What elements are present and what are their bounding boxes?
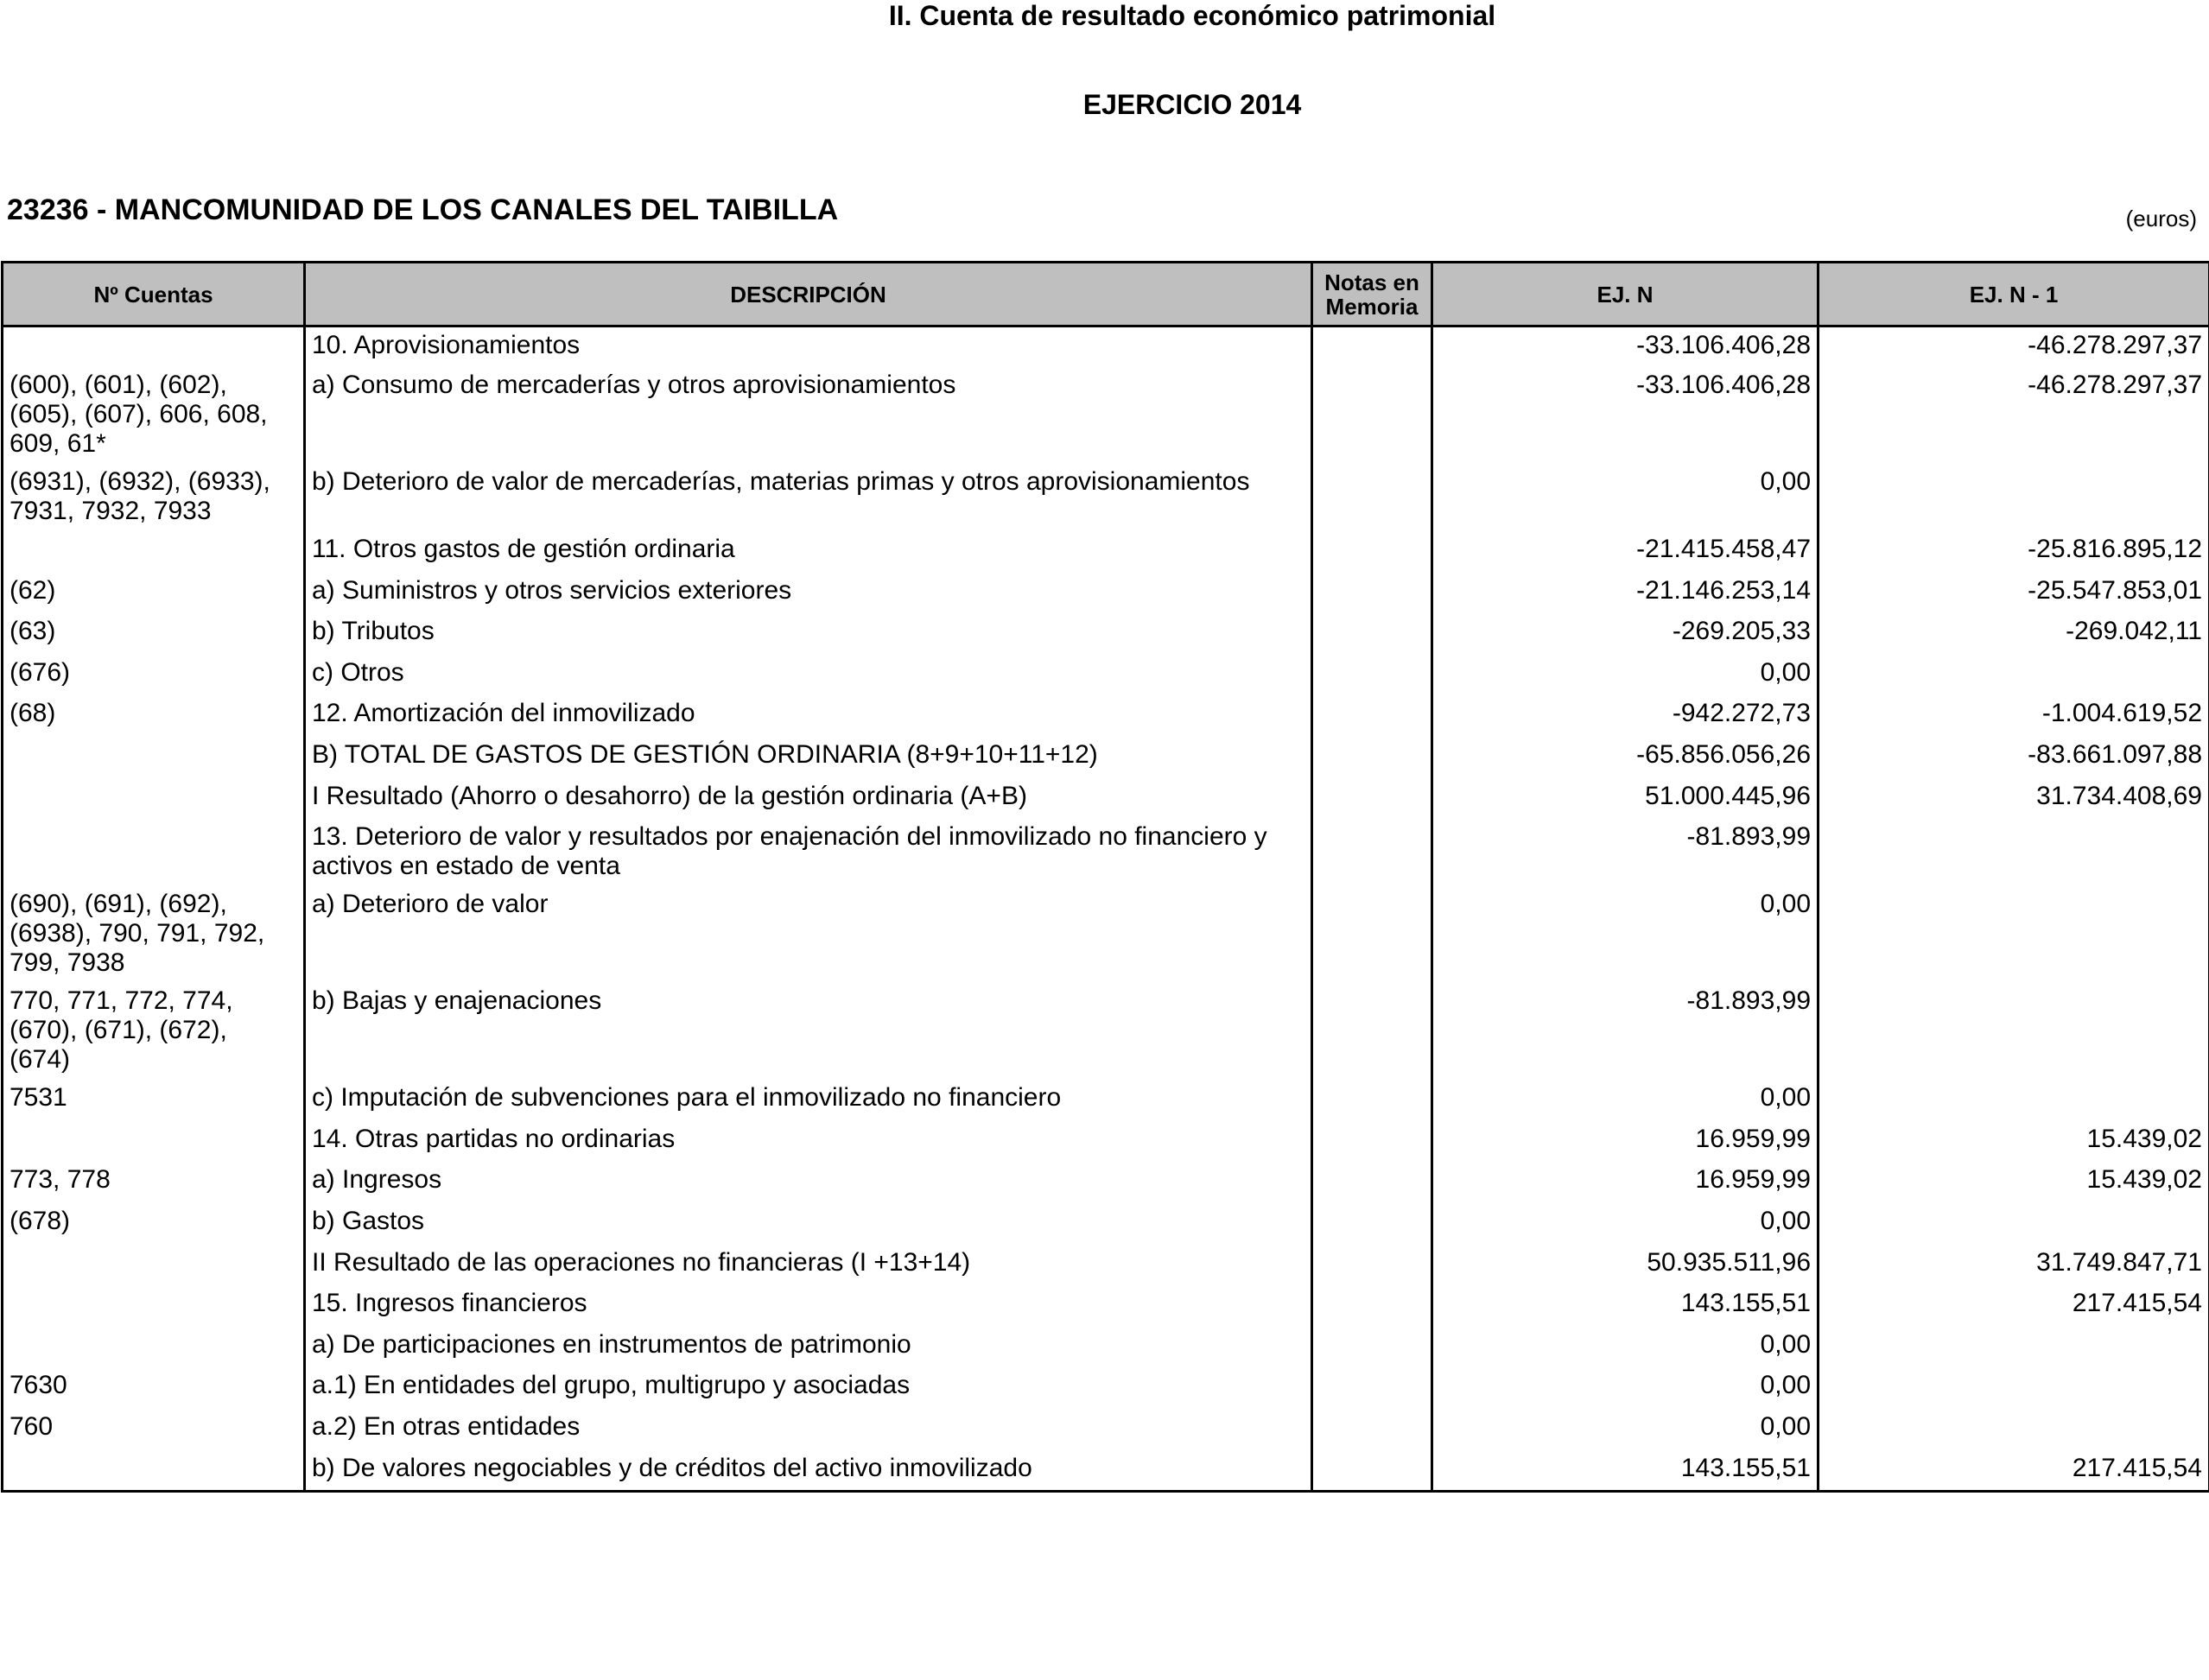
prior-year-amount: -46.278.297,37 [1819, 367, 2209, 464]
notes-cell [1312, 778, 1432, 820]
table-row [3, 886, 2209, 983]
table-row [3, 1285, 2209, 1327]
prior-year-amount: -25.816.895,12 [1819, 531, 2209, 573]
table-row [3, 1080, 2209, 1121]
description-cell: 10. Aprovisionamientos [305, 326, 1312, 368]
account-codes-cell [3, 531, 305, 573]
description-cell: I Resultado (Ahorro o desahorro) de la gestión ordinaria (A+B) [305, 778, 1312, 820]
account-codes-cell: 773, 778 [3, 1162, 305, 1203]
notes-cell [1312, 1327, 1432, 1368]
description-cell: II Resultado de las operaciones no financieras (I +13+14) [305, 1245, 1312, 1286]
prior-year-amount: -83.661.097,88 [1819, 737, 2209, 778]
description-cell: b) Gastos [305, 1203, 1312, 1245]
notes-cell [1312, 1203, 1432, 1245]
notes-cell [1312, 737, 1432, 778]
account-codes-cell: 7531 [3, 1080, 305, 1121]
table-row [3, 531, 2209, 573]
account-codes-cell [3, 326, 305, 368]
current-year-amount: 0,00 [1432, 1409, 1819, 1450]
account-codes-cell: 7630 [3, 1367, 305, 1409]
table-row [3, 1450, 2209, 1492]
current-year-amount: -65.856.056,26 [1432, 737, 1819, 778]
notes-cell [1312, 1285, 1432, 1327]
current-year-amount: 0,00 [1432, 464, 1819, 531]
notes-cell [1312, 1121, 1432, 1163]
prior-year-amount [1819, 1080, 2209, 1121]
fiscal-year-heading: EJERCICIO 2014 [1082, 89, 1302, 120]
table-row [3, 613, 2209, 655]
account-codes-cell [3, 737, 305, 778]
account-codes-cell: (62) [3, 573, 305, 614]
current-year-amount: -81.893,99 [1432, 983, 1819, 1080]
current-year-amount: -33.106.406,28 [1432, 367, 1819, 464]
prior-year-amount: 31.734.408,69 [1819, 778, 2209, 820]
current-year-amount: -21.415.458,47 [1432, 531, 1819, 573]
description-cell: c) Imputación de subvenciones para el inmovilizado no financiero [305, 1080, 1312, 1121]
table-row [3, 367, 2209, 464]
prior-year-amount [1819, 1327, 2209, 1368]
current-year-amount: 143.155,51 [1432, 1450, 1819, 1492]
prior-year-amount: 31.749.847,71 [1819, 1245, 2209, 1286]
account-codes-cell [3, 1450, 305, 1492]
prior-year-amount: -46.278.297,37 [1819, 326, 2209, 368]
prior-year-amount [1819, 1203, 2209, 1245]
current-year-amount: 143.155,51 [1432, 1285, 1819, 1327]
table-row [3, 1121, 2209, 1163]
table-row [3, 655, 2209, 696]
prior-year-amount [1819, 1367, 2209, 1409]
notes-cell [1312, 367, 1432, 464]
table-row [3, 695, 2209, 737]
prior-year-amount: 217.415,54 [1819, 1450, 2209, 1492]
entity-name: 23236 - MANCOMUNIDAD DE LOS CANALES DEL TAIBILLA [7, 193, 839, 226]
account-codes-cell [3, 778, 305, 820]
current-year-amount: -942.272,73 [1432, 695, 1819, 737]
account-codes-cell: (678) [3, 1203, 305, 1245]
description-cell: a) Consumo de mercaderías y otros aprovisionamientos [305, 367, 1312, 464]
prior-year-amount: 15.439,02 [1819, 1121, 2209, 1163]
table-header-row [3, 263, 2209, 326]
currency-units: (euros) [2125, 206, 2197, 231]
prior-year-amount [1819, 1409, 2209, 1450]
prior-year-amount [1819, 983, 2209, 1080]
prior-year-amount [1819, 655, 2209, 696]
notes-cell [1312, 655, 1432, 696]
table-row [3, 1203, 2209, 1245]
notes-cell [1312, 464, 1432, 531]
table-row [3, 1245, 2209, 1286]
prior-year-amount [1819, 886, 2209, 983]
column-header-accounts: Nº Cuentas [3, 263, 305, 326]
current-year-amount: -33.106.406,28 [1432, 326, 1819, 368]
notes-cell [1312, 326, 1432, 368]
notes-cell [1312, 1409, 1432, 1450]
column-header-notes: Notas en Memoria [1312, 263, 1432, 326]
description-cell: a) Suministros y otros servicios exteriores [305, 573, 1312, 614]
current-year-amount: 51.000.445,96 [1432, 778, 1819, 820]
notes-cell [1312, 1367, 1432, 1409]
income-statement-table [1, 261, 2209, 1493]
description-cell: c) Otros [305, 655, 1312, 696]
current-year-amount: -81.893,99 [1432, 819, 1819, 886]
description-cell: 12. Amortización del inmovilizado [305, 695, 1312, 737]
table-row [3, 326, 2209, 368]
description-cell: a) Deterioro de valor [305, 886, 1312, 983]
notes-cell [1312, 1245, 1432, 1286]
current-year-amount: 0,00 [1432, 1327, 1819, 1368]
table-row [3, 1409, 2209, 1450]
prior-year-amount: 15.439,02 [1819, 1162, 2209, 1203]
current-year-amount: 0,00 [1432, 655, 1819, 696]
description-cell: 13. Deterioro de valor y resultados por enajenación del inmovilizado no financiero y activos en estado de venta [305, 819, 1312, 886]
table-row [3, 1327, 2209, 1368]
current-year-amount: 50.935.511,96 [1432, 1245, 1819, 1286]
account-codes-cell: 760 [3, 1409, 305, 1450]
column-header-description: DESCRIPCIÓN [305, 263, 1312, 326]
account-codes-cell: (63) [3, 613, 305, 655]
prior-year-amount: 217.415,54 [1819, 1285, 2209, 1327]
prior-year-amount: -269.042,11 [1819, 613, 2209, 655]
current-year-amount: 0,00 [1432, 886, 1819, 983]
notes-cell [1312, 1080, 1432, 1121]
notes-cell [1312, 1162, 1432, 1203]
prior-year-amount [1819, 819, 2209, 886]
table-row [3, 983, 2209, 1080]
account-codes-cell [3, 1245, 305, 1286]
description-cell: b) De valores negociables y de créditos del activo inmovilizado [305, 1450, 1312, 1492]
table-row [3, 464, 2209, 531]
account-codes-cell: (690), (691), (692), (6938), 790, 791, 792, 799, 7938 [3, 886, 305, 983]
current-year-amount: -269.205,33 [1432, 613, 1819, 655]
notes-cell [1312, 819, 1432, 886]
account-codes-cell: (6931), (6932), (6933), 7931, 7932, 7933 [3, 464, 305, 531]
account-codes-cell: (600), (601), (602), (605), (607), 606, 608, 609, 61* [3, 367, 305, 464]
prior-year-amount: -1.004.619,52 [1819, 695, 2209, 737]
column-header-current-year: EJ. N [1432, 263, 1819, 326]
description-cell: a.1) En entidades del grupo, multigrupo y asociadas [305, 1367, 1312, 1409]
description-cell: 15. Ingresos financieros [305, 1285, 1312, 1327]
notes-cell [1312, 1450, 1432, 1492]
table-row [3, 573, 2209, 614]
prior-year-amount [1819, 464, 2209, 531]
account-codes-cell: (68) [3, 695, 305, 737]
account-codes-cell [3, 1327, 305, 1368]
notes-cell [1312, 695, 1432, 737]
description-cell: 11. Otros gastos de gestión ordinaria [305, 531, 1312, 573]
description-cell: a.2) En otras entidades [305, 1409, 1312, 1450]
table-row [3, 778, 2209, 820]
table-row [3, 737, 2209, 778]
account-codes-cell: 770, 771, 772, 774, (670), (671), (672), (674) [3, 983, 305, 1080]
description-cell: b) Deterioro de valor de mercaderías, materias primas y otros aprovisionamientos [305, 464, 1312, 531]
description-cell: b) Bajas y enajenaciones [305, 983, 1312, 1080]
current-year-amount: 0,00 [1432, 1203, 1819, 1245]
account-codes-cell [3, 1121, 305, 1163]
current-year-amount: 16.959,99 [1432, 1162, 1819, 1203]
notes-cell [1312, 886, 1432, 983]
table-row [3, 1162, 2209, 1203]
report-title: II. Cuenta de resultado económico patrimonial [888, 0, 1496, 31]
prior-year-amount: -25.547.853,01 [1819, 573, 2209, 614]
notes-cell [1312, 983, 1432, 1080]
current-year-amount: 16.959,99 [1432, 1121, 1819, 1163]
notes-cell [1312, 613, 1432, 655]
description-cell: a) De participaciones en instrumentos de patrimonio [305, 1327, 1312, 1368]
account-codes-cell [3, 1285, 305, 1327]
current-year-amount: -21.146.253,14 [1432, 573, 1819, 614]
column-header-prior-year: EJ. N - 1 [1819, 263, 2209, 326]
description-cell: B) TOTAL DE GASTOS DE GESTIÓN ORDINARIA (8+9+10+11+12) [305, 737, 1312, 778]
description-cell: b) Tributos [305, 613, 1312, 655]
notes-cell [1312, 531, 1432, 573]
notes-cell [1312, 573, 1432, 614]
description-cell: a) Ingresos [305, 1162, 1312, 1203]
description-cell: 14. Otras partidas no ordinarias [305, 1121, 1312, 1163]
table-row [3, 819, 2209, 886]
table-row [3, 1367, 2209, 1409]
account-codes-cell [3, 819, 305, 886]
current-year-amount: 0,00 [1432, 1367, 1819, 1409]
account-codes-cell: (676) [3, 655, 305, 696]
current-year-amount: 0,00 [1432, 1080, 1819, 1121]
